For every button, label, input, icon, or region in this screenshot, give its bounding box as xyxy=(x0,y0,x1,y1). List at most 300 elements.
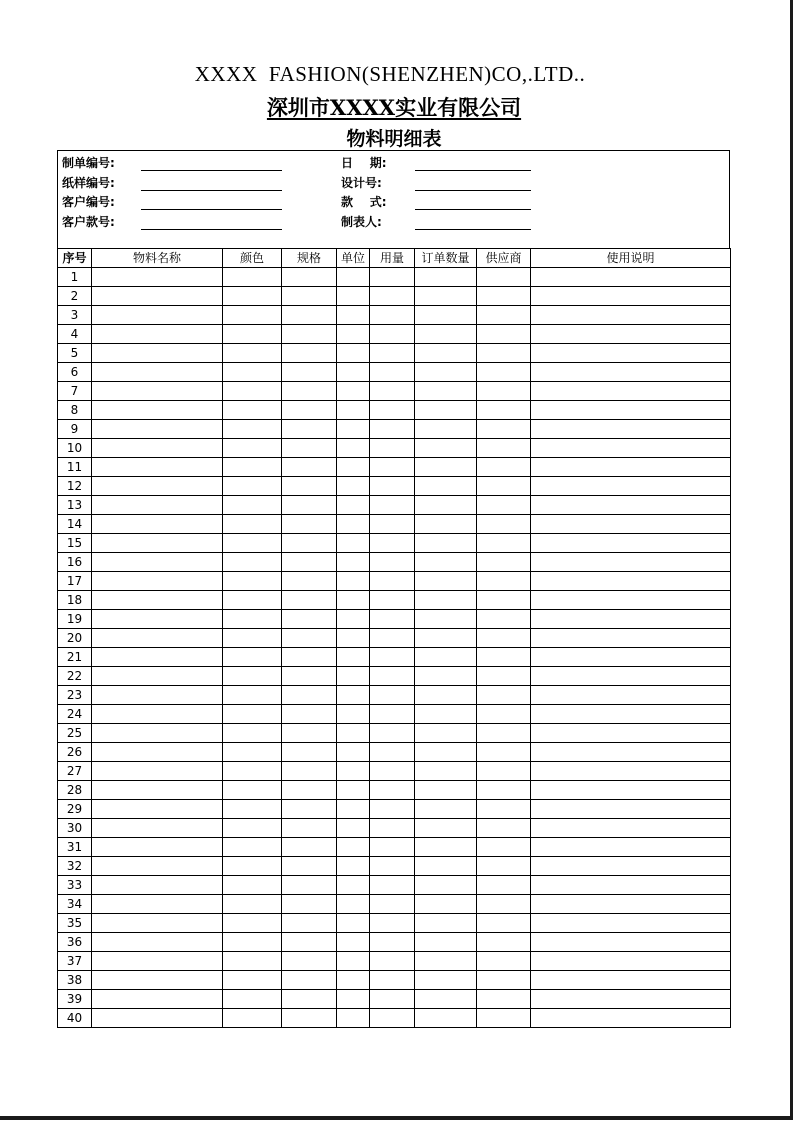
table-cell[interactable] xyxy=(282,819,337,838)
table-cell[interactable] xyxy=(531,705,731,724)
table-cell[interactable] xyxy=(531,857,731,876)
table-cell[interactable] xyxy=(477,401,531,420)
table-cell[interactable] xyxy=(337,1009,370,1028)
table-cell[interactable] xyxy=(477,667,531,686)
table-cell[interactable] xyxy=(92,990,223,1009)
table-cell[interactable] xyxy=(92,629,223,648)
table-cell[interactable] xyxy=(223,363,282,382)
table-cell[interactable] xyxy=(223,287,282,306)
table-cell[interactable] xyxy=(477,572,531,591)
table-cell[interactable] xyxy=(223,572,282,591)
table-cell[interactable] xyxy=(415,1009,477,1028)
table-cell[interactable] xyxy=(531,800,731,819)
table-cell[interactable] xyxy=(370,857,415,876)
table-cell[interactable] xyxy=(337,895,370,914)
table-cell[interactable] xyxy=(337,705,370,724)
table-cell[interactable] xyxy=(92,439,223,458)
table-cell[interactable] xyxy=(223,876,282,895)
table-cell[interactable] xyxy=(223,819,282,838)
table-cell[interactable] xyxy=(477,781,531,800)
table-cell[interactable] xyxy=(282,800,337,819)
table-cell[interactable] xyxy=(337,496,370,515)
table-cell[interactable] xyxy=(92,610,223,629)
customer-style-field[interactable] xyxy=(141,229,282,230)
table-cell[interactable] xyxy=(415,933,477,952)
table-cell[interactable] xyxy=(223,781,282,800)
table-cell[interactable] xyxy=(370,914,415,933)
table-cell[interactable] xyxy=(477,306,531,325)
table-cell[interactable] xyxy=(337,439,370,458)
table-cell[interactable] xyxy=(477,591,531,610)
table-cell[interactable] xyxy=(370,401,415,420)
table-cell[interactable] xyxy=(370,1009,415,1028)
table-cell[interactable] xyxy=(337,268,370,287)
table-cell[interactable] xyxy=(92,287,223,306)
table-cell[interactable] xyxy=(415,724,477,743)
table-cell[interactable] xyxy=(531,496,731,515)
table-cell[interactable] xyxy=(415,553,477,572)
table-cell[interactable] xyxy=(92,876,223,895)
table-cell[interactable] xyxy=(531,553,731,572)
table-cell[interactable] xyxy=(223,895,282,914)
table-cell[interactable] xyxy=(337,838,370,857)
table-cell[interactable] xyxy=(282,762,337,781)
table-cell[interactable] xyxy=(477,458,531,477)
table-cell[interactable] xyxy=(223,629,282,648)
table-cell[interactable] xyxy=(370,382,415,401)
table-cell[interactable] xyxy=(477,724,531,743)
table-cell[interactable] xyxy=(531,724,731,743)
table-cell[interactable] xyxy=(92,534,223,553)
table-cell[interactable] xyxy=(282,990,337,1009)
table-cell[interactable] xyxy=(415,781,477,800)
table-cell[interactable] xyxy=(415,420,477,439)
table-cell[interactable] xyxy=(477,553,531,572)
table-cell[interactable] xyxy=(282,781,337,800)
table-cell[interactable] xyxy=(282,1009,337,1028)
table-cell[interactable] xyxy=(415,648,477,667)
table-cell[interactable] xyxy=(370,648,415,667)
table-cell[interactable] xyxy=(223,325,282,344)
table-cell[interactable] xyxy=(370,724,415,743)
table-cell[interactable] xyxy=(370,610,415,629)
table-cell[interactable] xyxy=(92,762,223,781)
table-cell[interactable] xyxy=(477,895,531,914)
table-cell[interactable] xyxy=(415,287,477,306)
table-cell[interactable] xyxy=(223,420,282,439)
table-cell[interactable] xyxy=(370,781,415,800)
table-cell[interactable] xyxy=(370,629,415,648)
table-cell[interactable] xyxy=(531,762,731,781)
table-cell[interactable] xyxy=(223,477,282,496)
table-cell[interactable] xyxy=(370,800,415,819)
table-cell[interactable] xyxy=(92,724,223,743)
table-cell[interactable] xyxy=(282,420,337,439)
table-cell[interactable] xyxy=(415,971,477,990)
table-cell[interactable] xyxy=(370,933,415,952)
table-cell[interactable] xyxy=(282,477,337,496)
table-cell[interactable] xyxy=(370,534,415,553)
table-cell[interactable] xyxy=(531,990,731,1009)
table-cell[interactable] xyxy=(223,971,282,990)
table-cell[interactable] xyxy=(415,762,477,781)
table-cell[interactable] xyxy=(92,420,223,439)
table-cell[interactable] xyxy=(282,952,337,971)
table-cell[interactable] xyxy=(223,268,282,287)
table-cell[interactable] xyxy=(370,895,415,914)
table-cell[interactable] xyxy=(531,952,731,971)
table-cell[interactable] xyxy=(92,553,223,572)
table-cell[interactable] xyxy=(531,743,731,762)
table-cell[interactable] xyxy=(337,990,370,1009)
table-cell[interactable] xyxy=(531,401,731,420)
table-cell[interactable] xyxy=(477,477,531,496)
table-cell[interactable] xyxy=(531,971,731,990)
design-no-field[interactable] xyxy=(415,190,531,191)
table-cell[interactable] xyxy=(370,819,415,838)
table-cell[interactable] xyxy=(415,515,477,534)
table-cell[interactable] xyxy=(415,629,477,648)
table-cell[interactable] xyxy=(337,591,370,610)
table-cell[interactable] xyxy=(337,876,370,895)
table-cell[interactable] xyxy=(415,667,477,686)
table-cell[interactable] xyxy=(531,895,731,914)
table-cell[interactable] xyxy=(282,572,337,591)
preparer-field[interactable] xyxy=(415,229,531,230)
table-cell[interactable] xyxy=(92,515,223,534)
table-cell[interactable] xyxy=(531,591,731,610)
table-cell[interactable] xyxy=(223,344,282,363)
table-cell[interactable] xyxy=(282,724,337,743)
table-cell[interactable] xyxy=(223,952,282,971)
table-cell[interactable] xyxy=(415,686,477,705)
table-cell[interactable] xyxy=(282,439,337,458)
table-cell[interactable] xyxy=(531,648,731,667)
table-cell[interactable] xyxy=(370,363,415,382)
table-cell[interactable] xyxy=(92,572,223,591)
table-cell[interactable] xyxy=(477,914,531,933)
table-cell[interactable] xyxy=(531,306,731,325)
table-cell[interactable] xyxy=(415,458,477,477)
table-cell[interactable] xyxy=(337,914,370,933)
table-cell[interactable] xyxy=(531,819,731,838)
table-cell[interactable] xyxy=(370,572,415,591)
table-cell[interactable] xyxy=(531,1009,731,1028)
table-cell[interactable] xyxy=(370,838,415,857)
table-cell[interactable] xyxy=(370,553,415,572)
table-cell[interactable] xyxy=(223,686,282,705)
table-cell[interactable] xyxy=(282,914,337,933)
table-cell[interactable] xyxy=(282,306,337,325)
table-cell[interactable] xyxy=(223,439,282,458)
table-cell[interactable] xyxy=(370,420,415,439)
table-cell[interactable] xyxy=(531,876,731,895)
table-cell[interactable] xyxy=(415,344,477,363)
pattern-no-field[interactable] xyxy=(141,190,282,191)
table-cell[interactable] xyxy=(282,268,337,287)
table-cell[interactable] xyxy=(223,610,282,629)
table-cell[interactable] xyxy=(337,648,370,667)
table-cell[interactable] xyxy=(282,496,337,515)
table-cell[interactable] xyxy=(337,306,370,325)
table-cell[interactable] xyxy=(282,610,337,629)
table-cell[interactable] xyxy=(415,800,477,819)
table-cell[interactable] xyxy=(415,534,477,553)
table-cell[interactable] xyxy=(92,914,223,933)
table-cell[interactable] xyxy=(337,325,370,344)
table-cell[interactable] xyxy=(531,325,731,344)
table-cell[interactable] xyxy=(92,819,223,838)
table-cell[interactable] xyxy=(282,591,337,610)
table-cell[interactable] xyxy=(337,686,370,705)
table-cell[interactable] xyxy=(477,762,531,781)
table-cell[interactable] xyxy=(477,1009,531,1028)
table-cell[interactable] xyxy=(337,800,370,819)
table-cell[interactable] xyxy=(415,572,477,591)
table-cell[interactable] xyxy=(477,705,531,724)
table-cell[interactable] xyxy=(282,325,337,344)
table-cell[interactable] xyxy=(92,268,223,287)
table-cell[interactable] xyxy=(223,306,282,325)
table-cell[interactable] xyxy=(415,838,477,857)
table-cell[interactable] xyxy=(282,876,337,895)
table-cell[interactable] xyxy=(477,857,531,876)
table-cell[interactable] xyxy=(282,458,337,477)
table-cell[interactable] xyxy=(477,439,531,458)
table-cell[interactable] xyxy=(477,344,531,363)
table-cell[interactable] xyxy=(92,1009,223,1028)
table-cell[interactable] xyxy=(337,287,370,306)
table-cell[interactable] xyxy=(370,515,415,534)
table-cell[interactable] xyxy=(337,420,370,439)
table-cell[interactable] xyxy=(531,287,731,306)
table-cell[interactable] xyxy=(477,686,531,705)
table-cell[interactable] xyxy=(477,743,531,762)
table-cell[interactable] xyxy=(531,686,731,705)
table-cell[interactable] xyxy=(282,933,337,952)
table-cell[interactable] xyxy=(223,553,282,572)
table-cell[interactable] xyxy=(415,591,477,610)
table-cell[interactable] xyxy=(477,420,531,439)
table-cell[interactable] xyxy=(282,515,337,534)
table-cell[interactable] xyxy=(370,268,415,287)
table-cell[interactable] xyxy=(370,971,415,990)
table-cell[interactable] xyxy=(223,667,282,686)
table-cell[interactable] xyxy=(337,363,370,382)
table-cell[interactable] xyxy=(477,648,531,667)
table-cell[interactable] xyxy=(92,952,223,971)
table-cell[interactable] xyxy=(477,990,531,1009)
table-cell[interactable] xyxy=(337,572,370,591)
table-cell[interactable] xyxy=(337,933,370,952)
table-cell[interactable] xyxy=(477,268,531,287)
table-cell[interactable] xyxy=(337,534,370,553)
table-cell[interactable] xyxy=(370,287,415,306)
table-cell[interactable] xyxy=(415,743,477,762)
table-cell[interactable] xyxy=(415,705,477,724)
table-cell[interactable] xyxy=(92,800,223,819)
table-cell[interactable] xyxy=(282,287,337,306)
table-cell[interactable] xyxy=(370,458,415,477)
table-cell[interactable] xyxy=(282,895,337,914)
table-cell[interactable] xyxy=(223,648,282,667)
table-cell[interactable] xyxy=(531,420,731,439)
table-cell[interactable] xyxy=(477,800,531,819)
table-cell[interactable] xyxy=(223,838,282,857)
table-cell[interactable] xyxy=(477,819,531,838)
table-cell[interactable] xyxy=(370,876,415,895)
table-cell[interactable] xyxy=(282,705,337,724)
table-cell[interactable] xyxy=(415,363,477,382)
table-cell[interactable] xyxy=(531,629,731,648)
table-cell[interactable] xyxy=(477,363,531,382)
table-cell[interactable] xyxy=(223,382,282,401)
table-cell[interactable] xyxy=(415,401,477,420)
table-cell[interactable] xyxy=(92,458,223,477)
table-cell[interactable] xyxy=(477,325,531,344)
table-cell[interactable] xyxy=(92,933,223,952)
table-cell[interactable] xyxy=(531,914,731,933)
table-cell[interactable] xyxy=(531,838,731,857)
table-cell[interactable] xyxy=(415,895,477,914)
table-cell[interactable] xyxy=(370,325,415,344)
table-cell[interactable] xyxy=(337,819,370,838)
table-cell[interactable] xyxy=(415,610,477,629)
table-cell[interactable] xyxy=(477,933,531,952)
table-cell[interactable] xyxy=(415,439,477,458)
table-cell[interactable] xyxy=(223,762,282,781)
table-cell[interactable] xyxy=(370,952,415,971)
table-cell[interactable] xyxy=(370,496,415,515)
table-cell[interactable] xyxy=(415,952,477,971)
table-cell[interactable] xyxy=(477,629,531,648)
table-cell[interactable] xyxy=(370,762,415,781)
table-cell[interactable] xyxy=(223,1009,282,1028)
table-cell[interactable] xyxy=(92,401,223,420)
table-cell[interactable] xyxy=(337,762,370,781)
table-cell[interactable] xyxy=(282,629,337,648)
table-cell[interactable] xyxy=(92,306,223,325)
table-cell[interactable] xyxy=(92,971,223,990)
table-cell[interactable] xyxy=(415,477,477,496)
table-cell[interactable] xyxy=(337,629,370,648)
table-cell[interactable] xyxy=(337,344,370,363)
table-cell[interactable] xyxy=(477,971,531,990)
table-cell[interactable] xyxy=(531,781,731,800)
table-cell[interactable] xyxy=(282,971,337,990)
table-cell[interactable] xyxy=(92,705,223,724)
table-cell[interactable] xyxy=(337,667,370,686)
table-cell[interactable] xyxy=(415,819,477,838)
table-cell[interactable] xyxy=(531,458,731,477)
table-cell[interactable] xyxy=(415,496,477,515)
table-cell[interactable] xyxy=(415,914,477,933)
table-cell[interactable] xyxy=(92,895,223,914)
table-cell[interactable] xyxy=(415,857,477,876)
table-cell[interactable] xyxy=(477,952,531,971)
table-cell[interactable] xyxy=(370,743,415,762)
table-cell[interactable] xyxy=(337,458,370,477)
table-cell[interactable] xyxy=(531,268,731,287)
table-cell[interactable] xyxy=(92,344,223,363)
table-cell[interactable] xyxy=(337,971,370,990)
table-cell[interactable] xyxy=(92,857,223,876)
table-cell[interactable] xyxy=(477,876,531,895)
table-cell[interactable] xyxy=(531,610,731,629)
table-cell[interactable] xyxy=(477,515,531,534)
table-cell[interactable] xyxy=(92,477,223,496)
table-cell[interactable] xyxy=(282,382,337,401)
table-cell[interactable] xyxy=(337,553,370,572)
table-cell[interactable] xyxy=(477,610,531,629)
table-cell[interactable] xyxy=(282,743,337,762)
table-cell[interactable] xyxy=(223,933,282,952)
order-no-field[interactable] xyxy=(141,170,282,171)
table-cell[interactable] xyxy=(370,344,415,363)
table-cell[interactable] xyxy=(92,743,223,762)
table-cell[interactable] xyxy=(282,344,337,363)
table-cell[interactable] xyxy=(223,705,282,724)
table-cell[interactable] xyxy=(531,344,731,363)
table-cell[interactable] xyxy=(477,496,531,515)
table-cell[interactable] xyxy=(337,724,370,743)
table-cell[interactable] xyxy=(370,306,415,325)
table-cell[interactable] xyxy=(282,838,337,857)
table-cell[interactable] xyxy=(477,534,531,553)
table-cell[interactable] xyxy=(223,515,282,534)
table-cell[interactable] xyxy=(282,648,337,667)
table-cell[interactable] xyxy=(223,591,282,610)
table-cell[interactable] xyxy=(477,382,531,401)
table-cell[interactable] xyxy=(531,572,731,591)
table-cell[interactable] xyxy=(92,325,223,344)
table-cell[interactable] xyxy=(223,743,282,762)
table-cell[interactable] xyxy=(223,724,282,743)
table-cell[interactable] xyxy=(282,667,337,686)
table-cell[interactable] xyxy=(223,496,282,515)
table-cell[interactable] xyxy=(282,553,337,572)
style-field[interactable] xyxy=(415,209,531,210)
table-cell[interactable] xyxy=(531,477,731,496)
table-cell[interactable] xyxy=(337,382,370,401)
table-cell[interactable] xyxy=(415,876,477,895)
table-cell[interactable] xyxy=(282,857,337,876)
table-cell[interactable] xyxy=(223,914,282,933)
table-cell[interactable] xyxy=(531,667,731,686)
table-cell[interactable] xyxy=(370,990,415,1009)
table-cell[interactable] xyxy=(370,591,415,610)
table-cell[interactable] xyxy=(337,477,370,496)
table-cell[interactable] xyxy=(415,382,477,401)
table-cell[interactable] xyxy=(282,686,337,705)
table-cell[interactable] xyxy=(337,610,370,629)
table-cell[interactable] xyxy=(477,287,531,306)
table-cell[interactable] xyxy=(370,686,415,705)
table-cell[interactable] xyxy=(415,325,477,344)
table-cell[interactable] xyxy=(223,458,282,477)
table-cell[interactable] xyxy=(337,401,370,420)
table-cell[interactable] xyxy=(337,781,370,800)
table-cell[interactable] xyxy=(223,990,282,1009)
table-cell[interactable] xyxy=(531,515,731,534)
table-cell[interactable] xyxy=(92,591,223,610)
table-cell[interactable] xyxy=(92,363,223,382)
table-cell[interactable] xyxy=(337,857,370,876)
table-cell[interactable] xyxy=(415,306,477,325)
table-cell[interactable] xyxy=(92,838,223,857)
table-cell[interactable] xyxy=(337,952,370,971)
table-cell[interactable] xyxy=(92,667,223,686)
